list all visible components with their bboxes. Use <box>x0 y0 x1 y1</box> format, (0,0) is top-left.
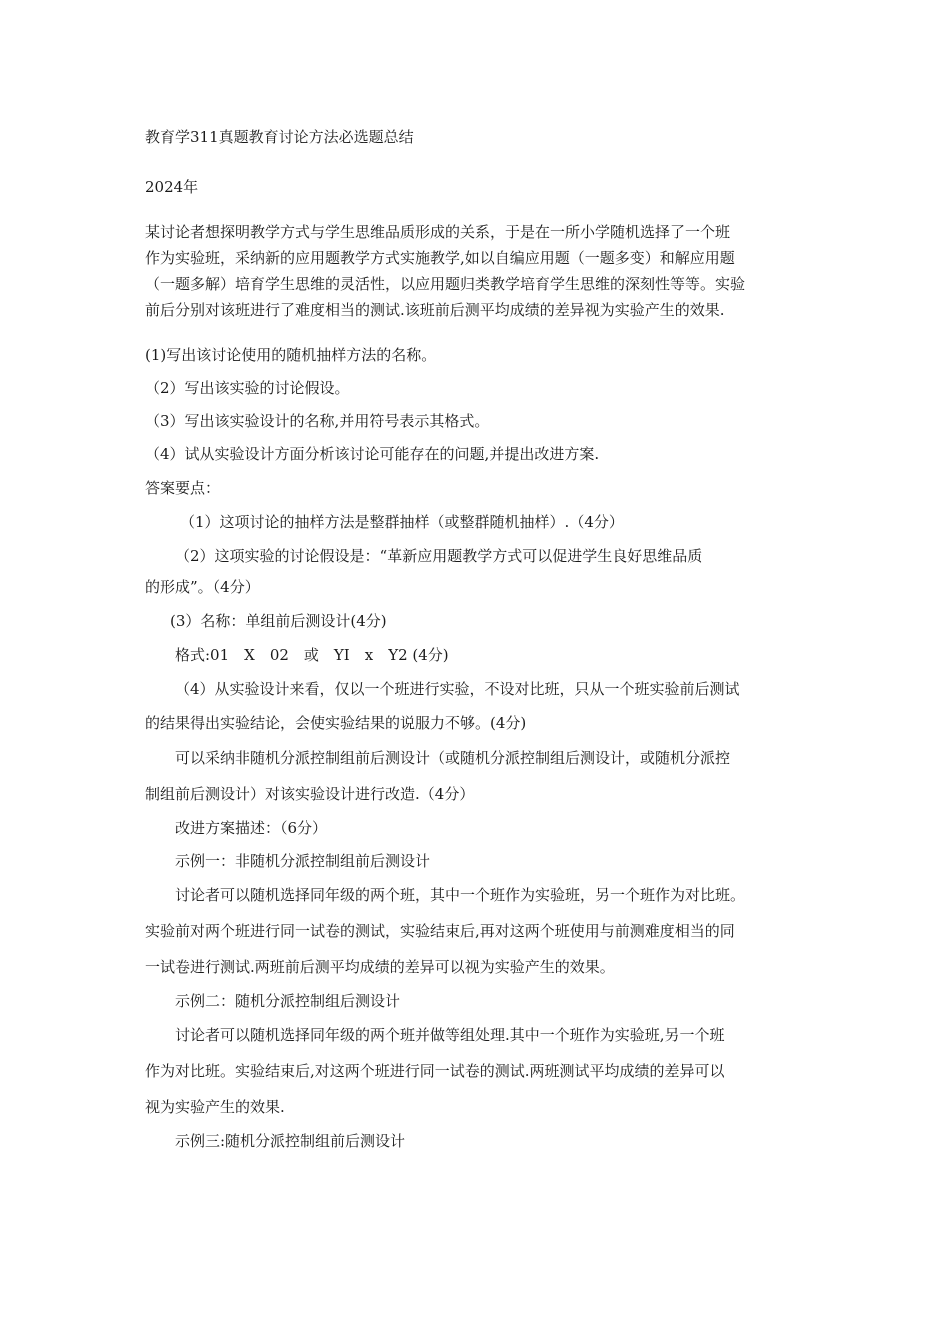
example-2-line: 讨论者可以随机选择同年级的两个班并做等组处理.其中一个班作为实验班,另一个班 <box>175 1026 725 1044</box>
example-3-title: 示例三:随机分派控制组前后测设计 <box>175 1132 406 1150</box>
plan-heading: 改进方案描述：（6分） <box>175 819 328 837</box>
example-1-line: 一试卷进行测试.两班前后测平均成绩的差异可以视为实验产生的效果。 <box>145 958 615 976</box>
intro-line: 作为实验班，采纳新的应用题教学方式实施教学,如以自编应用题（一题多变）和解应用题 <box>145 249 735 267</box>
example-2-line: 视为实验产生的效果. <box>145 1098 285 1116</box>
intro-line: 前后分别对该班进行了难度相当的测试.该班前后测平均成绩的差异视为实验产生的效果. <box>145 301 725 319</box>
example-1-title: 示例一：非随机分派控制组前后测设计 <box>175 852 431 870</box>
question-item: （4）试从实验设计方面分析该讨论可能存在的问题,并提出改进方案. <box>145 445 600 463</box>
example-1-line: 讨论者可以随机选择同年级的两个班，其中一个班作为实验班，另一个班作为对比班。 <box>175 886 746 904</box>
example-1-line: 实验前对两个班进行同一试卷的测试，实验结束后,再对这两个班使用与前测难度相当的同 <box>145 922 735 940</box>
answer-1: （1）这项讨论的抽样方法是整群抽样（或整群随机抽样）.（4分） <box>180 513 624 531</box>
question-item: （3）写出该实验设计的名称,并用符号表示其格式。 <box>145 412 490 430</box>
intro-line: 某讨论者想探明教学方式与学生思维品质形成的关系，于是在一所小学随机选择了一个班 <box>145 223 731 241</box>
answer-3-name: (3）名称：单组前后测设计(4分) <box>170 612 387 630</box>
answer-4-line: 的结果得出实验结论，会使实验结果的说服力不够。(4分) <box>145 714 527 732</box>
answer-4-line: （4）从实验设计来看，仅以一个班进行实验，不设对比班，只从一个班实验前后测试 <box>175 680 740 698</box>
document-year: 2024年 <box>145 178 199 196</box>
answer-3-format: 格式:01 X 02 或 YI x Y2 (4分) <box>175 646 449 664</box>
answer-2-line: （2）这项实验的讨论假设是：“革新应用题教学方式可以促进学生良好思维品质 <box>175 547 703 565</box>
example-2-line: 作为对比班。实验结束后,对这两个班进行同一试卷的测试.两班测试平均成绩的差异可以 <box>145 1062 725 1080</box>
document-title: 教育学311真题教育讨论方法必选题总结 <box>145 128 414 146</box>
improvement-line: 制组前后测设计）对该实验设计进行改造.（4分） <box>145 785 475 803</box>
question-item: （2）写出该实验的讨论假设。 <box>145 379 350 397</box>
improvement-line: 可以采纳非随机分派控制组前后测设计（或随机分派控制组后测设计，或随机分派控 <box>175 749 731 767</box>
example-2-title: 示例二：随机分派控制组后测设计 <box>175 992 401 1010</box>
answer-heading: 答案要点： <box>145 479 221 497</box>
question-item: (1)写出该讨论使用的随机抽样方法的名称。 <box>145 346 437 364</box>
answer-2-line: 的形成”。（4分） <box>145 578 260 596</box>
intro-line: （一题多解）培育学生思维的灵活性，以应用题归类教学培育学生思维的深刻性等等。实验 <box>145 275 746 293</box>
